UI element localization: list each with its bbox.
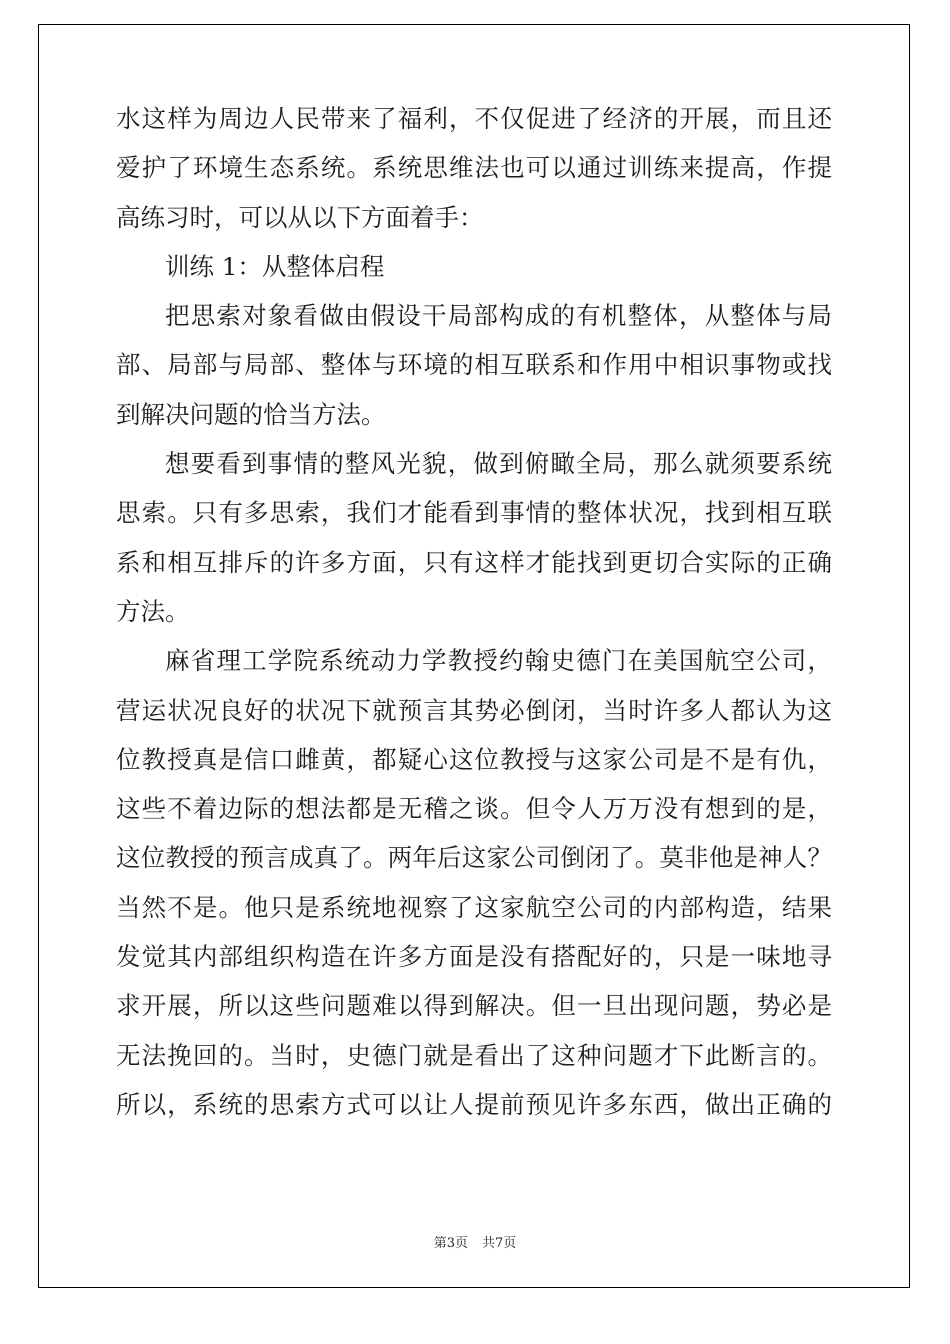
text-line: 系和相互排斥的许多方面，只有这样才能找到更切合实际的正确 — [116, 547, 832, 577]
text-line: 方法。 — [116, 596, 190, 626]
page-footer — [0, 1232, 950, 1251]
page-number: 第3页 — [433, 1236, 468, 1251]
page-total: 共7页 — [482, 1236, 517, 1251]
text-line: 想要看到事情的整风光貌，做到俯瞰全局，那么就须要系统 — [165, 449, 832, 479]
text-line: 麻省理工学院系统动力学教授约翰史德门在美国航空公司， — [165, 646, 832, 676]
text-line: 部、局部与局部、整体与环境的相互联系和作用中相识事物或找 — [116, 350, 832, 380]
text-line: 思索。只有多思索，我们才能看到事情的整体状况，找到相互联 — [116, 498, 832, 528]
text-line: 水这样为周边人民带来了福利，不仅促进了经济的开展，而且还 — [116, 104, 832, 133]
text-line: 这位教授的预言成真了。两年后这家公司倒闭了。莫非他是神人？ — [116, 843, 832, 873]
text-line: 爱护了环境生态系统。系统思维法也可以通过训练来提高，作提 — [116, 153, 832, 183]
text-line: 到解决问题的恰当方法。 — [116, 399, 386, 429]
text-line: 无法挽回的。当时，史德门就是看出了这种问题才下此断言的。 — [116, 1040, 832, 1070]
document-body — [116, 94, 832, 1129]
text-line: 营运状况良好的状况下就预言其势必倒闭，当时许多人都认为这 — [116, 695, 832, 725]
text-line: 训练 1：从整体启程 — [165, 251, 385, 281]
text-line: 所以，系统的思索方式可以让人提前预见许多东西，做出正确的 — [116, 1089, 832, 1119]
text-line: 发觉其内部组织构造在许多方面是没有搭配好的，只是一味地寻 — [116, 942, 832, 972]
text-line: 当然不是。他只是系统地视察了这家航空公司的内部构造，结果 — [116, 892, 832, 922]
text-line: 把思索对象看做由假设干局部构成的有机整体，从整体与局 — [165, 301, 832, 331]
text-line: 高练习时，可以从以下方面着手： — [116, 202, 484, 232]
text-line: 位教授真是信口雌黄，都疑心这位教授与这家公司是不是有仇， — [116, 744, 832, 774]
text-line: 这些不着边际的想法都是无稽之谈。但令人万万没有想到的是， — [116, 794, 832, 824]
text-line: 求开展，所以这些问题难以得到解决。但一旦出现问题，势必是 — [116, 991, 832, 1021]
